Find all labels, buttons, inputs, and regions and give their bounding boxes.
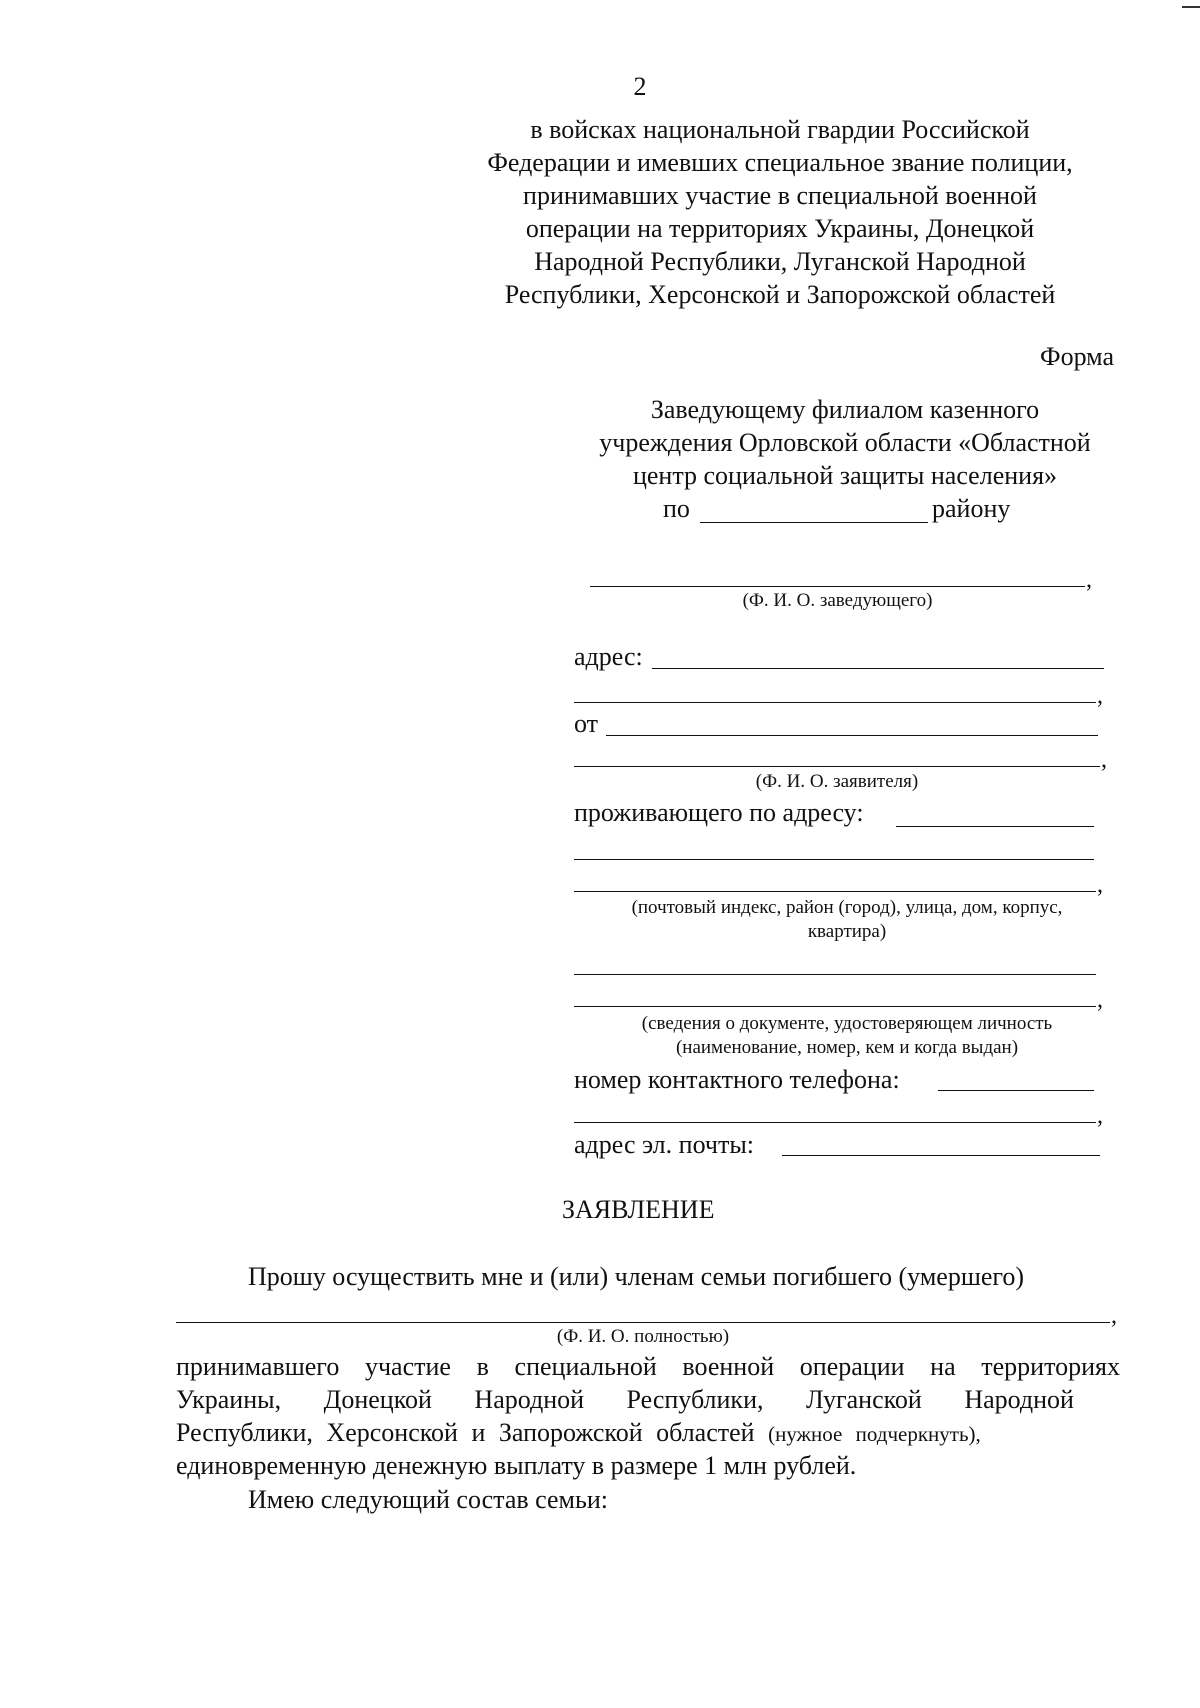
residence-blank-3[interactable] <box>574 891 1096 892</box>
addressee-line: центр социальной защиты населения» <box>632 461 1058 490</box>
applicant-blank-1[interactable] <box>606 735 1098 736</box>
document-caption-line: (сведения о документе, удостоверяющем личность <box>641 1013 1053 1034</box>
email-blank[interactable] <box>782 1155 1100 1156</box>
email-label: адрес эл. почты: <box>574 1130 755 1159</box>
addressee-block <box>560 393 1130 492</box>
comma: , <box>1086 567 1092 593</box>
document-blank-1[interactable] <box>574 974 1096 975</box>
header-line: принимавших участие в специальной военной <box>523 181 1037 210</box>
statement-line-2: принимавшего участие в специальной военной операции на территориях <box>176 1352 1120 1381</box>
document-caption-line: (наименование, номер, кем и когда выдан) <box>675 1037 1019 1058</box>
district-suffix: району <box>932 494 1011 523</box>
statement-title: ЗАЯВЛЕНИЕ <box>562 1195 715 1224</box>
deceased-fio-blank[interactable] <box>176 1322 1110 1323</box>
document-blank-2[interactable] <box>574 1006 1096 1007</box>
address-blank-2[interactable] <box>574 702 1096 703</box>
scan-edge-mark <box>1182 6 1200 8</box>
comma: , <box>1097 987 1103 1013</box>
comma: , <box>1097 872 1103 898</box>
header-line: Федерации и имевших специальное звание полиции, <box>487 148 1073 177</box>
deceased-fio-caption: (Ф. И. О. полностью) <box>556 1326 730 1347</box>
statement-line-3: Украины, Донецкой Народной Республики, Луганской Народной <box>176 1385 1074 1414</box>
header-line: Республики, Херсонской и Запорожской областей <box>504 280 1056 309</box>
header-block <box>440 113 1120 311</box>
statement-line-6: Имею следующий состав семьи: <box>248 1485 608 1514</box>
header-line: операции на территориях Украины, Донецкой <box>525 214 1035 243</box>
addressee-line: учреждения Орловской области «Областной <box>599 428 1091 457</box>
form-label: Форма <box>1040 342 1114 371</box>
head-fio-blank[interactable] <box>590 586 1085 587</box>
from-label: от <box>574 709 599 738</box>
comma: , <box>1101 747 1107 773</box>
phone-label: номер контактного телефона: <box>574 1065 900 1094</box>
address-label: адрес: <box>574 642 643 671</box>
header-line: в войсках национальной гвардии Российской <box>530 115 1030 144</box>
phone-blank-2[interactable] <box>574 1122 1096 1123</box>
document-caption <box>574 1012 1120 1060</box>
comma: , <box>1097 1103 1103 1129</box>
header-line: Народной Республики, Луганской Народной <box>534 247 1026 276</box>
statement-line-4-main: Республики, Херсонской и Запорожской областей <box>176 1418 769 1447</box>
statement-line-4 <box>176 1416 1120 1451</box>
addressee-line: Заведующему филиалом казенного <box>650 395 1040 424</box>
comma: , <box>1097 683 1103 709</box>
district-prefix: по <box>663 494 690 523</box>
residence-caption-line: (почтовый индекс, район (город), улица, дом, корпус, <box>631 897 1063 918</box>
applicant-blank-2[interactable] <box>574 766 1100 767</box>
residence-blank-1[interactable] <box>896 826 1094 827</box>
statement-line-1: Прошу осуществить мне и (или) членам семьи погибшего (умершего) <box>248 1262 1025 1291</box>
head-fio-caption: (Ф. И. О. заведующего) <box>742 590 933 611</box>
residing-label: проживающего по адресу: <box>574 798 864 827</box>
district-blank[interactable] <box>700 522 928 523</box>
page-number: 2 <box>633 72 647 101</box>
residence-caption <box>574 896 1120 944</box>
statement-line-5: единовременную денежную выплату в размере 1 млн рублей. <box>176 1451 857 1480</box>
applicant-caption: (Ф. И. О. заявителя) <box>755 771 919 792</box>
phone-blank-1[interactable] <box>938 1090 1094 1091</box>
comma: , <box>1111 1303 1117 1329</box>
address-blank-1[interactable] <box>652 668 1104 669</box>
residence-blank-2[interactable] <box>574 859 1094 860</box>
statement-line-4-note: (нужное подчеркнуть), <box>768 1422 981 1446</box>
residence-caption-line: квартира) <box>807 921 887 942</box>
